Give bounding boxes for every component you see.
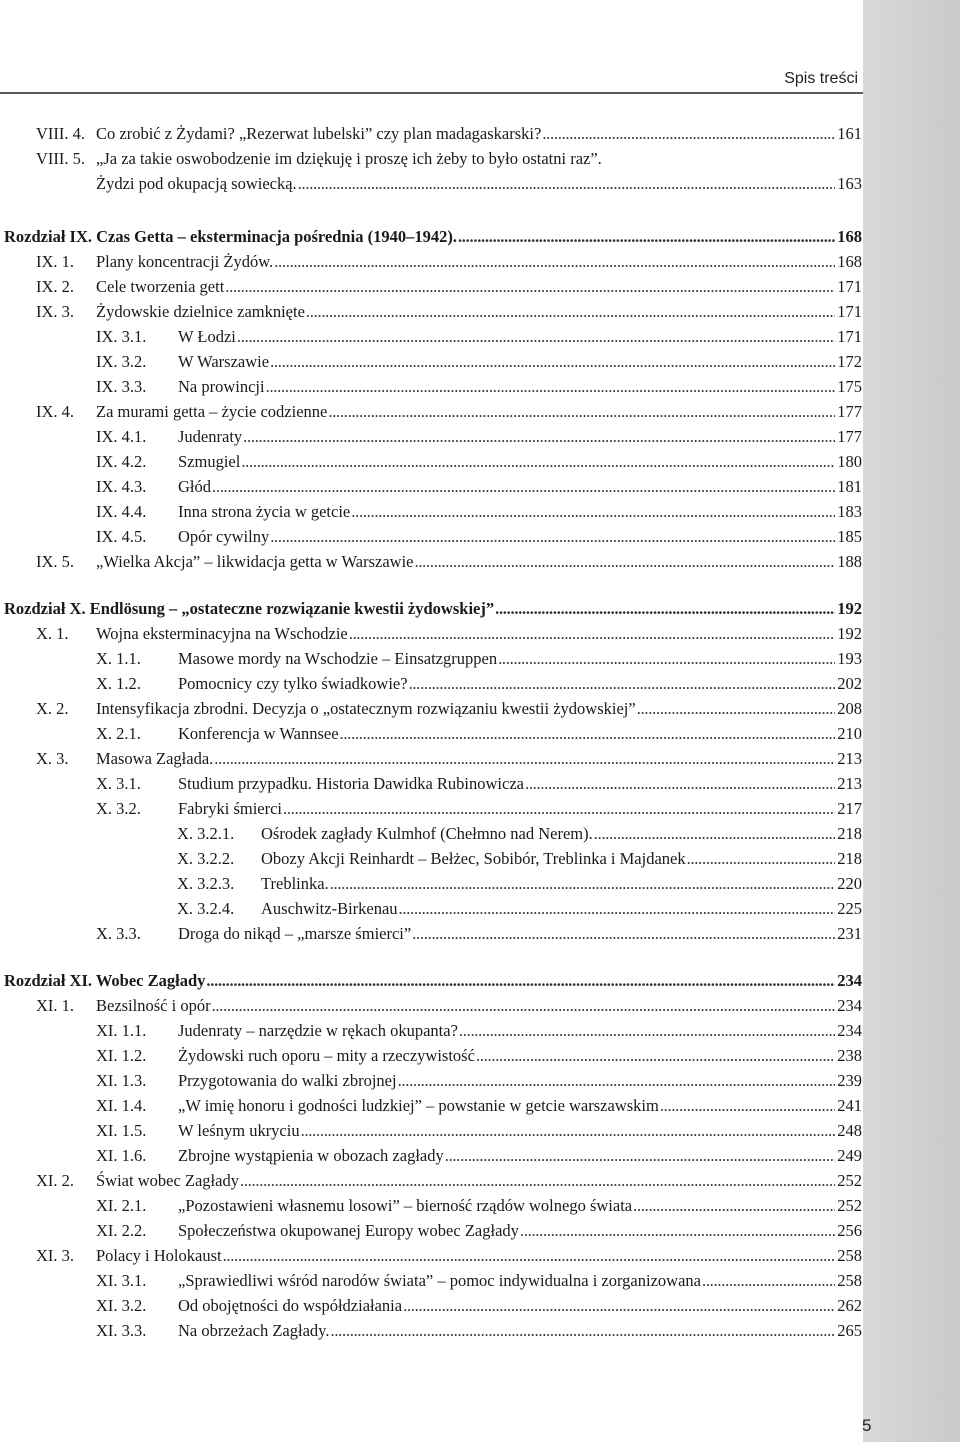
toc-dot-leader (351, 499, 835, 524)
toc-entry-page: 177 (837, 402, 862, 421)
toc-dot-leader (702, 1268, 835, 1293)
toc-entry (96, 474, 862, 499)
toc-entry (36, 1243, 862, 1268)
toc-entry-number: XI. 1.5. (96, 1121, 147, 1140)
toc-entry (96, 1093, 862, 1118)
toc-entry (96, 1143, 862, 1168)
page-number: 5 (862, 1416, 872, 1435)
toc-entry (96, 524, 862, 549)
toc-entry (96, 646, 862, 671)
toc-entry-page: 225 (837, 899, 862, 918)
toc-entry-title: „Ja za takie oswobodzenie im dziękuję i proszę ich żeby to było ostatni raz”. (96, 149, 602, 168)
toc-entry-page: 183 (837, 502, 862, 521)
toc-dot-leader (498, 646, 835, 671)
toc-entry-number: X. 1.1. (96, 649, 141, 668)
toc-entry-page: 239 (837, 1071, 862, 1090)
toc-dot-leader (660, 1093, 835, 1118)
toc-entry (96, 449, 862, 474)
toc-entry (96, 424, 862, 449)
toc-entry-number: XI. 2.2. (96, 1221, 147, 1240)
toc-dot-leader (212, 474, 835, 499)
toc-dot-leader (542, 121, 835, 146)
toc-entry (36, 696, 862, 721)
toc-entry (96, 671, 862, 696)
toc-dot-leader (241, 449, 835, 474)
toc-entry-number: X. 3.2.1. (177, 824, 235, 843)
toc-entry-number: VIII. 4. (36, 124, 86, 143)
toc-entry-title: Rozdział XI. Wobec Zagłady (4, 971, 206, 990)
toc-entry (96, 796, 862, 821)
toc-entry-title: Szmugiel (178, 452, 241, 471)
toc-entry (96, 349, 862, 374)
toc-entry-page: 168 (837, 252, 862, 271)
toc-entry (96, 1218, 862, 1243)
toc-entry-number: X. 2. (36, 699, 69, 718)
toc-entry-page: 171 (837, 277, 862, 296)
toc-dot-leader (458, 224, 835, 249)
toc-entry-title: „Pozostawieni własnemu losowi” – bierność rządów wolnego świata (178, 1196, 633, 1215)
toc-entry-number: XI. 1.3. (96, 1071, 147, 1090)
toc-entry-title: Bezsilność i opór (96, 996, 211, 1015)
toc-dot-leader (403, 1293, 835, 1318)
toc-entry-number: XI. 3. (36, 1246, 75, 1265)
toc-entry-page: 188 (837, 552, 862, 571)
toc-dot-leader (330, 1318, 835, 1343)
toc-entry-title: Fabryki śmierci (178, 799, 283, 818)
toc-entry-number: XI. 1.2. (96, 1046, 147, 1065)
toc-entry-title: Studium przypadku. Historia Dawidka Rubinowicza (178, 774, 524, 793)
toc-entry-number: IX. 4.3. (96, 477, 147, 496)
toc-entry (177, 846, 862, 871)
toc-entry-number: IX. 4.1. (96, 427, 147, 446)
toc-entry-page: 258 (837, 1271, 862, 1290)
toc-entry-page: 185 (837, 527, 862, 546)
toc-entry-title: Żydowski ruch oporu – mity a rzeczywistość (178, 1046, 475, 1065)
toc-dot-leader (495, 596, 835, 621)
toc-entry-number: X. 3.3. (96, 924, 141, 943)
toc-dot-leader (637, 696, 836, 721)
toc-entry (96, 1018, 862, 1043)
toc-entry-number: XI. 1.6. (96, 1146, 147, 1165)
toc-entry-page: 213 (837, 749, 862, 768)
toc-entry (36, 121, 862, 146)
toc-entry-page: 248 (837, 1121, 862, 1140)
toc-entry-number: XI. 2. (36, 1171, 75, 1190)
toc-entry (96, 1068, 862, 1093)
toc-entry-page: 220 (837, 874, 862, 893)
toc-chapter-entry (4, 224, 862, 249)
toc-entry-title: Plany koncentracji Żydów. (96, 252, 274, 271)
toc-entry-page: 238 (837, 1046, 862, 1065)
toc-entry (96, 1268, 862, 1293)
toc-dot-leader (525, 771, 835, 796)
toc-entry-title: Co zrobić z Żydami? „Rezerwat lubelski” czy plan madagaskarski? (96, 124, 542, 143)
toc-dot-leader (520, 1218, 835, 1243)
toc-entry (36, 299, 862, 324)
toc-entry-number: IX. 1. (36, 252, 75, 271)
toc-entry (177, 821, 862, 846)
toc-entry-title: Inna strona życia w getcie (178, 502, 351, 521)
toc-entry-number: IX. 3.2. (96, 352, 147, 371)
toc-entry-number: IX. 3. (36, 302, 75, 321)
toc-entry-title: W Warszawie (178, 352, 270, 371)
toc-entry (96, 171, 862, 196)
toc-entry-title: W leśnym ukryciu (178, 1121, 300, 1140)
toc-entry-title: Na obrzeżach Zagłady. (178, 1321, 330, 1340)
toc-dot-leader (409, 671, 836, 696)
toc-entry-title: Cele tworzenia gett (96, 277, 225, 296)
toc-entry (36, 249, 862, 274)
toc-entry-number: X. 1.2. (96, 674, 141, 693)
toc-entry-page: 180 (837, 452, 862, 471)
toc-dot-leader (223, 1243, 836, 1268)
toc-entry (36, 399, 862, 424)
toc-entry-number: XI. 3.3. (96, 1321, 147, 1340)
toc-entry (96, 1043, 862, 1068)
toc-entry-number: XI. 3.2. (96, 1296, 147, 1315)
toc-dot-leader (476, 1043, 835, 1068)
toc-entry-page: 192 (837, 624, 862, 643)
toc-entry-number: XI. 1.4. (96, 1096, 147, 1115)
toc-entry-title: Droga do nikąd – „marsze śmierci” (178, 924, 412, 943)
toc-entry-page: 202 (837, 674, 862, 693)
toc-entry-page: 234 (837, 1021, 862, 1040)
toc-entry-title: Polacy i Holokaust (96, 1246, 222, 1265)
toc-entry-page: 175 (837, 377, 862, 396)
toc-entry-page: 213 (837, 774, 862, 793)
toc-dot-leader (328, 399, 835, 424)
toc-entry (96, 1118, 862, 1143)
toc-entry-title: Masowa Zagłada. (96, 749, 214, 768)
toc-entry-title: „Sprawiedliwi wśród narodów świata” – pomoc indywidualna i zorganizowana (178, 1271, 701, 1290)
toc-entry-number: IX. 4. (36, 402, 75, 421)
toc-entry-number: X. 1. (36, 624, 69, 643)
toc-entry-number: X. 2.1. (96, 724, 141, 743)
toc-entry-number: X. 3. (36, 749, 69, 768)
toc-entry-page: 181 (837, 477, 862, 496)
toc-entry-page: 171 (837, 327, 862, 346)
toc-dot-leader (212, 993, 836, 1018)
toc-dot-leader (266, 374, 836, 399)
toc-entry (96, 499, 862, 524)
toc-entry-number: XI. 2.1. (96, 1196, 147, 1215)
toc-entry (36, 621, 862, 646)
side-tab-decoration (863, 0, 960, 1442)
toc-dot-leader (301, 1118, 836, 1143)
toc-entry-number: XI. 1.1. (96, 1021, 147, 1040)
toc-entry-page: 163 (837, 174, 862, 193)
toc-dot-leader (237, 324, 835, 349)
toc-dot-leader (206, 968, 835, 993)
toc-entry (177, 871, 862, 896)
toc-entry-page: 252 (837, 1171, 862, 1190)
toc-entry-number: X. 3.1. (96, 774, 141, 793)
toc-dot-leader (298, 171, 836, 196)
toc-dot-leader (398, 1068, 836, 1093)
toc-entry-number: X. 3.2.4. (177, 899, 235, 918)
toc-entry-title: Żydowskie dzielnice zamknięte (96, 302, 305, 321)
toc-entry (96, 324, 862, 349)
toc-dot-leader (243, 424, 835, 449)
toc-entry (36, 746, 862, 771)
toc-entry-page: 241 (837, 1096, 862, 1115)
toc-dot-leader (214, 746, 835, 771)
toc-entry-number: IX. 3.3. (96, 377, 147, 396)
toc-entry-title: Ośrodek zagłady Kulmhof (Chełmno nad Nerem). (261, 824, 593, 843)
toc-dot-leader (306, 299, 835, 324)
toc-dot-leader (445, 1143, 836, 1168)
toc-entry-title: Głód (178, 477, 211, 496)
toc-entry (96, 374, 862, 399)
toc-dot-leader (270, 524, 835, 549)
toc-entry (96, 771, 862, 796)
toc-entry-title: Zbrojne wystąpienia w obozach zagłady (178, 1146, 444, 1165)
toc-dot-leader (274, 249, 835, 274)
toc-entry-number: IX. 4.4. (96, 502, 147, 521)
toc-entry-title: Opór cywilny (178, 527, 270, 546)
toc-dot-leader (240, 1168, 835, 1193)
toc-entry-title: Judenraty – narzędzie w rękach okupanta? (178, 1021, 458, 1040)
toc-entry-number: X. 3.2.3. (177, 874, 235, 893)
toc-chapter-entry (4, 596, 862, 621)
toc-entry-title: Za murami getta – życie codzienne (96, 402, 328, 421)
toc-entry-title: Rozdział IX. Czas Getta – eksterminacja pośrednia (1940–1942). (4, 227, 457, 246)
toc-entry-title: W Łodzi (178, 327, 236, 346)
toc-entry-number: XI. 1. (36, 996, 75, 1015)
toc-entry-number: IX. 5. (36, 552, 75, 571)
toc-entry-number: VIII. 5. (36, 149, 86, 168)
toc-entry-page: 252 (837, 1196, 862, 1215)
toc-entry-number: IX. 4.5. (96, 527, 147, 546)
toc-entry (36, 549, 862, 574)
toc-entry-page: 210 (837, 724, 862, 743)
toc-entry-title: Wojna eksterminacyjna na Wschodzie (96, 624, 348, 643)
toc-entry (36, 1168, 862, 1193)
toc-entry (96, 1193, 862, 1218)
toc-entry-page: 265 (837, 1321, 862, 1340)
toc-dot-leader (349, 621, 836, 646)
toc-entry (36, 274, 862, 299)
toc-entry-number: XI. 3.1. (96, 1271, 147, 1290)
toc-dot-leader (399, 896, 836, 921)
toc-entry (96, 921, 862, 946)
toc-entry-title: Intensyfikacja zbrodni. Decyzja o „ostatecznym rozwiązaniu kwestii żydowskiej” (96, 699, 636, 718)
toc-entry (96, 1318, 862, 1343)
toc-entry-title: Judenraty (178, 427, 243, 446)
toc-dot-leader (283, 796, 835, 821)
toc-entry-title: Pomocnicy czy tylko świadkowie? (178, 674, 408, 693)
toc-entry-page: 218 (837, 849, 862, 868)
toc-entry-page: 262 (837, 1296, 862, 1315)
toc-entry-page: 234 (837, 996, 862, 1015)
toc-entry-page: 258 (837, 1246, 862, 1265)
toc-entry-page: 168 (837, 227, 862, 246)
toc-entry-title: Rozdział X. Endlösung – „ostateczne rozwiązanie kwestii żydowskiej” (4, 599, 495, 618)
toc-entry-page: 192 (837, 599, 862, 618)
toc-entry-title: Żydzi pod okupacją sowiecką. (96, 174, 297, 193)
toc-entry-title: „Wielka Akcja” – likwidacja getta w Warszawie (96, 552, 414, 571)
toc-entry-number: X. 3.2.2. (177, 849, 235, 868)
toc-entry-page: 193 (837, 649, 862, 668)
toc-dot-leader (340, 721, 836, 746)
toc-entry-page: 256 (837, 1221, 862, 1240)
running-head: Spis treści (784, 70, 858, 87)
toc-entry-page: 234 (837, 971, 862, 990)
toc-entry-number: IX. 3.1. (96, 327, 147, 346)
toc-entry-page: 177 (837, 427, 862, 446)
toc-entry-title: Społeczeństwa okupowanej Europy wobec Zagłady (178, 1221, 519, 1240)
toc-dot-leader (459, 1018, 835, 1043)
toc-entry-title: Auschwitz-Birkenau (261, 899, 398, 918)
toc-entry (177, 896, 862, 921)
toc-dot-leader (594, 821, 836, 846)
toc-entry-page: 171 (837, 302, 862, 321)
toc-entry-title: Świat wobec Zagłady (96, 1171, 239, 1190)
toc-entry-page: 172 (837, 352, 862, 371)
toc-entry (36, 993, 862, 1018)
toc-entry-page: 218 (837, 824, 862, 843)
toc-entry-page: 161 (837, 124, 862, 143)
toc-dot-leader (412, 921, 835, 946)
toc-dot-leader (330, 871, 836, 896)
toc-entry-number: X. 3.2. (96, 799, 141, 818)
toc-entry-number: IX. 2. (36, 277, 75, 296)
toc-dot-leader (414, 549, 835, 574)
toc-dot-leader (633, 1193, 835, 1218)
toc-entry (36, 146, 862, 171)
toc-dot-leader (270, 349, 835, 374)
toc-entry-title: Masowe mordy na Wschodzie – Einsatzgruppen (178, 649, 498, 668)
toc-entry-title: Przygotowania do walki zbrojnej (178, 1071, 397, 1090)
toc-entry-page: 208 (837, 699, 862, 718)
toc-entry-number: IX. 4.2. (96, 452, 147, 471)
toc-entry-title: Treblinka. (261, 874, 329, 893)
toc-entry (96, 721, 862, 746)
toc-entry (96, 1293, 862, 1318)
toc-entry-title: „W imię honoru i godności ludzkiej” – powstanie w getcie warszawskim (178, 1096, 659, 1115)
toc-chapter-entry (4, 968, 862, 993)
toc-entry-title: Obozy Akcji Reinhardt – Bełżec, Sobibór, Treblinka i Majdanek (261, 849, 686, 868)
toc-entry-page: 249 (837, 1146, 862, 1165)
toc-entry-title: Na prowincji (178, 377, 265, 396)
toc-entry-title: Konferencja w Wannsee (178, 724, 339, 743)
toc-dot-leader (687, 846, 836, 871)
toc-entry-page: 217 (837, 799, 862, 818)
toc-entry-page: 231 (837, 924, 862, 943)
toc-entry-title: Od obojętności do współdziałania (178, 1296, 403, 1315)
toc-dot-leader (225, 274, 835, 299)
